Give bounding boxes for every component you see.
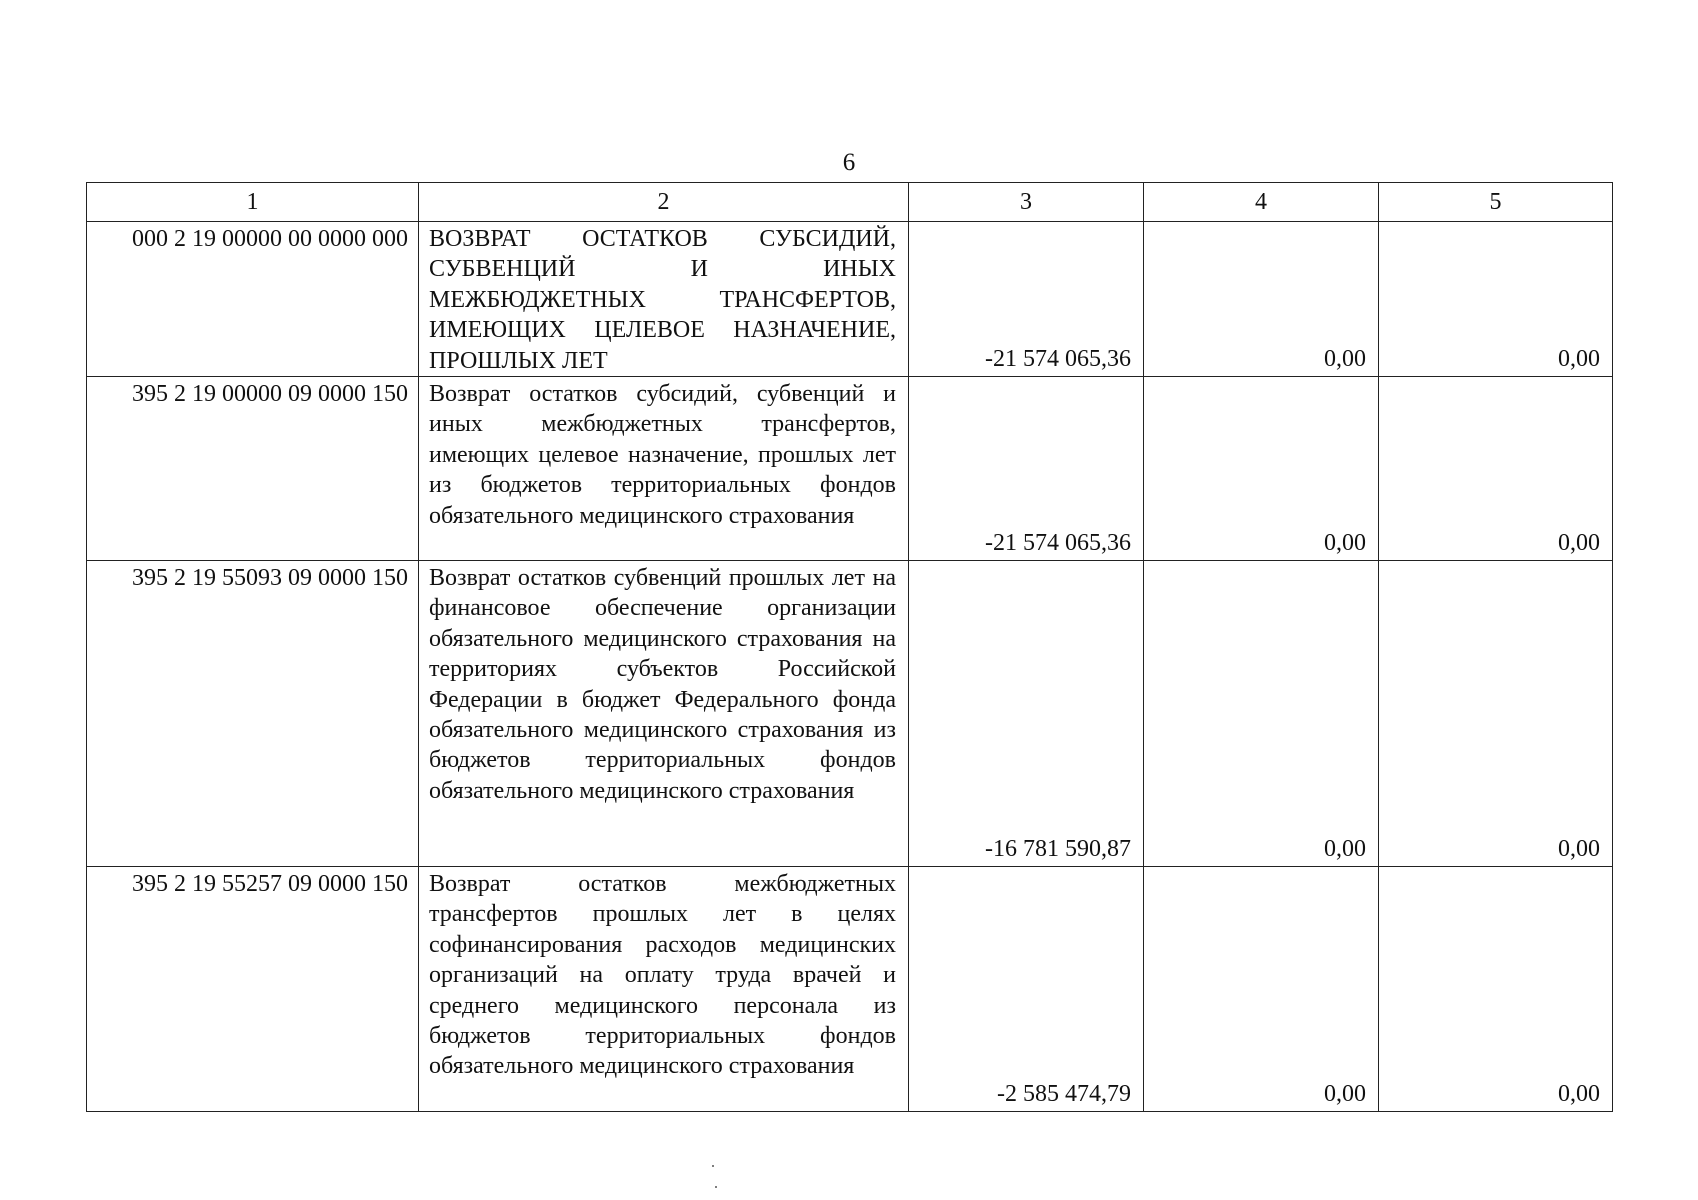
- amount-col3-cell: -2 585 474,79: [909, 867, 1144, 1112]
- column-header-1: 1: [87, 183, 419, 222]
- budget-table: [86, 182, 1613, 1112]
- amount-col4-cell: 0,00: [1144, 867, 1379, 1112]
- page-number: 6: [842, 149, 856, 176]
- table-row: [87, 561, 1613, 867]
- table-row: [87, 222, 1613, 377]
- column-header-4: 4: [1144, 183, 1379, 222]
- table-row: [87, 867, 1613, 1112]
- budget-code-cell: 000 2 19 00000 00 0000 000: [87, 222, 419, 377]
- amount-col3-cell: -16 781 590,87: [909, 561, 1144, 867]
- amount-col3-cell: -21 574 065,36: [909, 222, 1144, 377]
- scan-specks: [712, 1165, 718, 1191]
- amount-col5-cell: 0,00: [1379, 561, 1613, 867]
- budget-code-cell: 395 2 19 55257 09 0000 150: [87, 867, 419, 1112]
- amount-col5-cell: 0,00: [1379, 377, 1613, 561]
- description-cell: Возврат остатков межбюджетных трансфертов прошлых лет в целях софинансирования расходов медицинских организаций на оплату труда врачей и среднего медицинского персонала из бюджетов территориальных фондов обязательного медицинского страхования: [419, 867, 909, 1112]
- column-header-5: 5: [1379, 183, 1613, 222]
- column-header-3: 3: [909, 183, 1144, 222]
- amount-col4-cell: 0,00: [1144, 377, 1379, 561]
- description-cell: ВОЗВРАТ ОСТАТКОВ СУБСИДИЙ, СУБВЕНЦИЙ И ИНЫХ МЕЖБЮДЖЕТНЫХ ТРАНСФЕРТОВ, ИМЕЮЩИХ ЦЕЛЕВОЕ НАЗНАЧЕНИЕ, ПРОШЛЫХ ЛЕТ: [419, 222, 909, 377]
- column-header-2: 2: [419, 183, 909, 222]
- amount-col4-cell: 0,00: [1144, 222, 1379, 377]
- header-row: [87, 183, 1613, 222]
- description-cell: Возврат остатков субвенций прошлых лет на финансовое обеспечение организации обязательного медицинского страхования на территориях субъектов Российской Федерации в бюджет Федерального фонда обязательного медицинского страхования из бюджетов территориальных фондов обязательного медицинского страхования: [419, 561, 909, 867]
- amount-col5-cell: 0,00: [1379, 222, 1613, 377]
- scan-speck: [712, 1165, 714, 1167]
- budget-code-cell: 395 2 19 00000 09 0000 150: [87, 377, 419, 561]
- amount-col3-cell: -21 574 065,36: [909, 377, 1144, 561]
- description-cell: Возврат остатков субсидий, субвенций и иных межбюджетных трансфертов, имеющих целевое назначение, прошлых лет из бюджетов территориальных фондов обязательного медицинского страхования: [419, 377, 909, 561]
- table-row: [87, 377, 1613, 561]
- amount-col5-cell: 0,00: [1379, 867, 1613, 1112]
- scan-speck: [715, 1186, 717, 1188]
- budget-code-cell: 395 2 19 55093 09 0000 150: [87, 561, 419, 867]
- amount-col4-cell: 0,00: [1144, 561, 1379, 867]
